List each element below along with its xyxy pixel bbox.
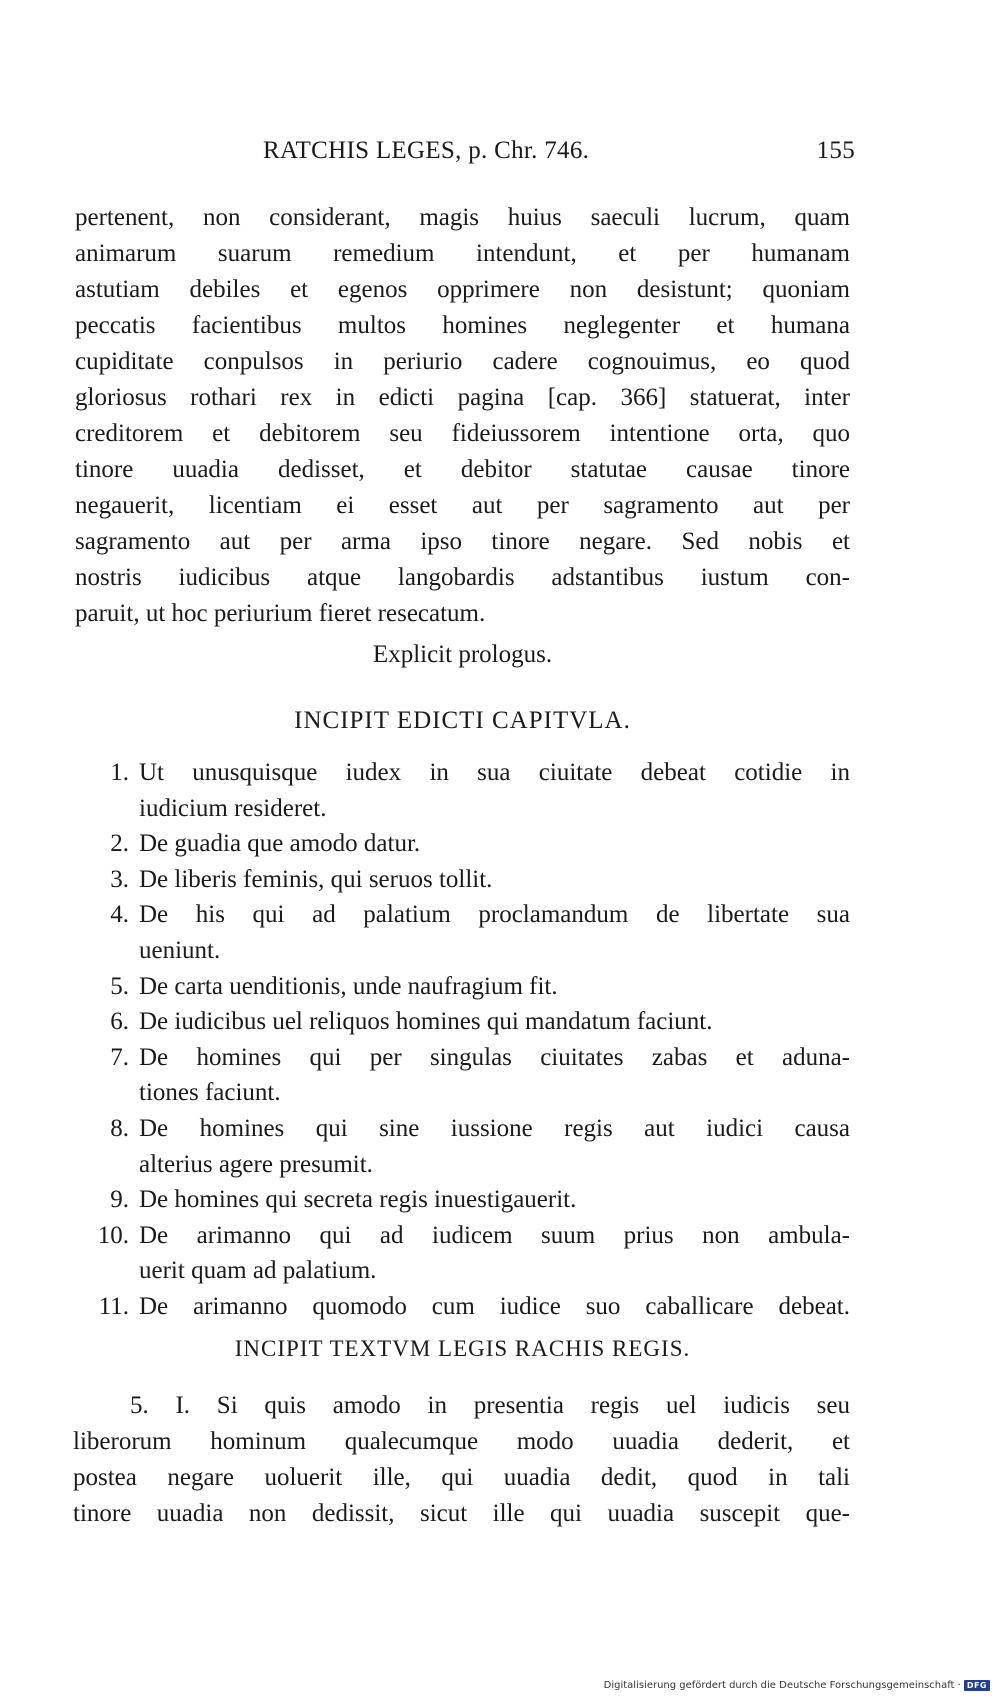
text-line: negauerit, licentiam ei esset aut per sagramento aut per	[75, 492, 850, 519]
chapter-list	[75, 755, 850, 1325]
chapter-number: 4.	[110, 901, 129, 929]
text-line: tinore uuadia non dedissit, sicut ille qui uuadia suscepit que-	[73, 1500, 850, 1527]
chapter-item	[75, 1004, 850, 1040]
chapter-item	[75, 1289, 850, 1325]
text-line: postea negare uoluerit ille, qui uuadia dedit, quod in tali	[73, 1464, 850, 1491]
chapter-line: De carta uenditionis, unde naufragium fit.	[139, 972, 558, 1000]
chapter-line: iudicium resideret.	[139, 794, 327, 822]
chapter-number: 5.	[110, 972, 129, 1000]
chapter-line: Ut unusquisque iudex in sua ciuitate debeat cotidie in	[139, 759, 850, 786]
chapter-line: ueniunt.	[139, 936, 221, 964]
chapter-item	[75, 1111, 850, 1182]
chapter-line: De homines qui secreta regis inuestigauerit.	[139, 1186, 577, 1214]
text-line: cupiditate conpulsos in periurio cadere cognouimus, eo quod	[75, 348, 850, 375]
running-title: RATCHIS LEGES, p. Chr. 746.	[263, 137, 590, 164]
text-line: sagramento aut per arma ipso tinore negare. Sed nobis et	[75, 528, 850, 555]
text-line: gloriosus rothari rex in edicti pagina [cap. 366] statuerat, inter	[75, 384, 850, 411]
chapter-line: De his qui ad palatium proclamandum de libertate sua	[139, 901, 850, 929]
chapter-item	[75, 897, 850, 968]
incipit-textum-heading: INCIPIT TEXTVM LEGIS RACHIS REGIS.	[234, 1336, 691, 1361]
chapter-line: De arimanno qui ad iudicem suum prius non ambula-	[139, 1221, 850, 1249]
chapter-number: 9.	[110, 1186, 129, 1214]
chapter-number: 1.	[110, 759, 129, 786]
chapter-item	[75, 1040, 850, 1111]
text-line: tinore uuadia dedisset, et debitor statutae causae tinore	[75, 456, 850, 483]
law-paragraph	[73, 1388, 850, 1532]
chapter-item	[75, 826, 850, 862]
chapter-line: uerit quam ad palatium.	[139, 1257, 377, 1285]
chapter-line: De arimanno quomodo cum iudice suo caballicare debeat.	[139, 1292, 850, 1320]
chapter-line: De guadia que amodo datur.	[139, 830, 421, 858]
chapter-line: tiones faciunt.	[139, 1079, 281, 1107]
chapter-number: 3.	[110, 865, 129, 893]
chapter-number: 6.	[110, 1008, 129, 1036]
chapter-item	[75, 755, 850, 826]
chapter-number: 10.	[97, 1221, 129, 1249]
chapter-line: De homines qui sine iussione regis aut iudici causa	[139, 1114, 850, 1142]
chapter-item	[75, 862, 850, 898]
chapter-item	[75, 1218, 850, 1289]
text-line: animarum suarum remedium intendunt, et per humanam	[75, 240, 850, 267]
chapter-number: 7.	[110, 1043, 129, 1071]
text-line: pertenent, non considerant, magis huius saeculi lucrum, quam	[75, 204, 850, 231]
text-line: liberorum hominum qualecumque modo uuadia dederit, et	[73, 1428, 850, 1455]
running-header	[75, 137, 855, 177]
chapter-number: 8.	[110, 1114, 129, 1142]
text-line: peccatis facientibus multos homines neglegenter et humana	[75, 312, 850, 339]
chapter-item	[75, 969, 850, 1005]
explicit-prologus: Explicit prologus.	[372, 641, 553, 668]
chapter-line: De iudicibus uel reliquos homines qui mandatum faciunt.	[139, 1008, 713, 1036]
footer-credit: Digitalisierung gefördert durch die Deutsche Forschungsgemeinschaft ·	[603, 1680, 961, 1691]
text-line: astutiam debiles et egenos opprimere non desistunt; quoniam	[75, 276, 850, 303]
chapter-line: De liberis feminis, qui seruos tollit.	[139, 865, 493, 893]
chapter-number: 2.	[110, 830, 129, 858]
chapter-line: alterius agere presumit.	[139, 1150, 373, 1178]
prologue-paragraph	[75, 200, 850, 632]
digitization-footer	[604, 1680, 990, 1691]
text-line: creditorem et debitorem seu fideiussorem intentione orta, quo	[75, 420, 850, 447]
chapter-number: 11.	[98, 1292, 129, 1320]
dfg-logo: DFG	[964, 1680, 990, 1691]
chapter-item	[75, 1182, 850, 1218]
text-line: 5. I. Si quis amodo in presentia regis uel iudicis seu	[130, 1392, 850, 1419]
incipit-capitula-heading: INCIPIT EDICTI CAPITVLA.	[294, 707, 631, 734]
page-number: 155	[816, 137, 855, 164]
text-line: paruit, ut hoc periurium fieret resecatum.	[75, 600, 486, 627]
chapter-line: De homines qui per singulas ciuitates zabas et aduna-	[139, 1043, 850, 1071]
text-line: nostris iudicibus atque langobardis adstantibus iustum con-	[75, 564, 850, 591]
